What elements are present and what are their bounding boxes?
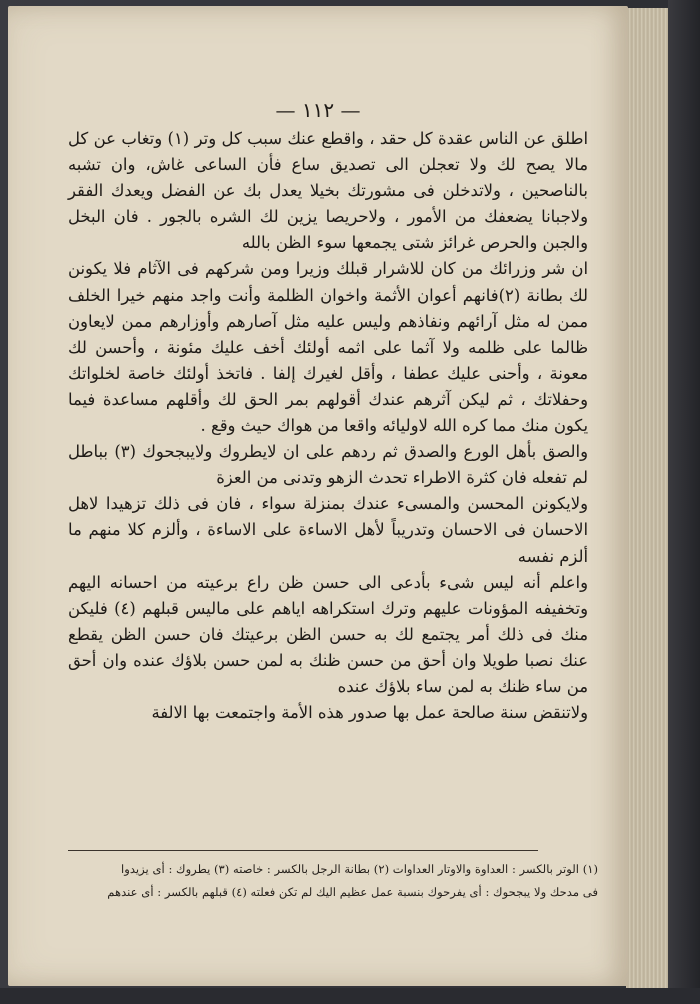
- paragraph: ولاتنقض سنة صالحة عمل بها صدور هذه الأمة واجتمعت بها الالفة: [151, 703, 588, 723]
- page-number: — ١١٢ —: [275, 98, 361, 122]
- main-text: [68, 126, 588, 726]
- book-page: [8, 6, 628, 986]
- paragraph: اطلق عن الناس عقدة كل حقد ، واقطع عنك سبب كل وتر (١) وتغاب عن كل مالا يصح لك ولا تعجلن الى تصديق ساع فأن الساعى غاش، وان تشبه بالناصحين ، ولاتدخلن فى مشورتك بخيلا يعدل بك عن الفضل ويعدك الفقر ولاجبانا يضعفك من الأمور ، ولاحريصا يزين لك الشره بالجور . فان البخل والجبن والحرص غرائز شتى يجمعها سوء الظن بالله: [68, 129, 588, 253]
- footnote-line: (١) الوتر بالكسر : العداوة والاوتار العداوات (٢) بطانة الرجل بالكسر : خاصته (٣) يطروك : أى يزيدوا: [121, 862, 598, 876]
- paragraph: ولايكونن المحسن والمسىء عندك بمنزلة سواء ، فان فى ذلك تزهيدا لاهل الاحسان فى الاحسان وتدريباً لأهل الاساءة على الاساءة ، وألزم كلا منهم ما ألزم نفسه: [68, 494, 588, 566]
- footnote-divider: [68, 850, 538, 851]
- footnotes: [68, 858, 598, 904]
- paragraph: والصق بأهل الورع والصدق ثم ردهم على ان لايطروك ولايبجحوك (٣) بباطل لم تفعله فان كثرة الاطراء تحدث الزهو وتدنى من العزة: [68, 442, 588, 488]
- book-cover-bottom: [0, 988, 700, 1004]
- paragraph: واعلم أنه ليس شىء بأدعى الى حسن ظن راع برعيته من احسانه اليهم وتخفيفه المؤونات عليهم وترك استكراهه اياهم على ماليس قبلهم (٤) فليكن منك فى ذلك أمر يجتمع لك به حسن الظن برعيتك فان حسن الظن يقطع عنك نصبا طويلا وان أحق من حسن ظنك به لمن حسن بلاؤك عنده وان أحق من ساء ظنك به لمن ساء بلاؤك عنده: [68, 572, 588, 696]
- footnote-line: فى مدحك ولا يبجحوك : أى يفرحوك بنسبة عمل عظيم اليك لم تكن فعلته (٤) قبلهم بالكسر : أى عندهم: [107, 885, 598, 899]
- paragraph: ان شر وزرائك من كان للاشرار قبلك وزيرا ومن شركهم فى الآثام فلا يكونن لك بطانة (٢)فانهم أعوان الأثمة واخوان الظلمة وأنت واجد منهم خيرا الخلف ممن له مثل آرائهم ونفاذهم وليس عليه مثل آصارهم وأوزارهم ممن لايعاون ظالما على ظلمه ولا آثما على اثمه أولئك أخف عليك مئونة ، وأحسن لك معونة ، وأحنى عليك عطفا ، وأقل لغيرك إلفا . فاتخذ أولئك خاصة لخلواتك وحفلاتك ، ثم ليكن آثرهم عندك أقولهم بمر الحق لك وأقلهم مساعدة فيما يكون منك مما كره الله لاوليائه واقعا من هواك حيث وقع .: [68, 259, 588, 436]
- book-cover: [668, 0, 700, 1004]
